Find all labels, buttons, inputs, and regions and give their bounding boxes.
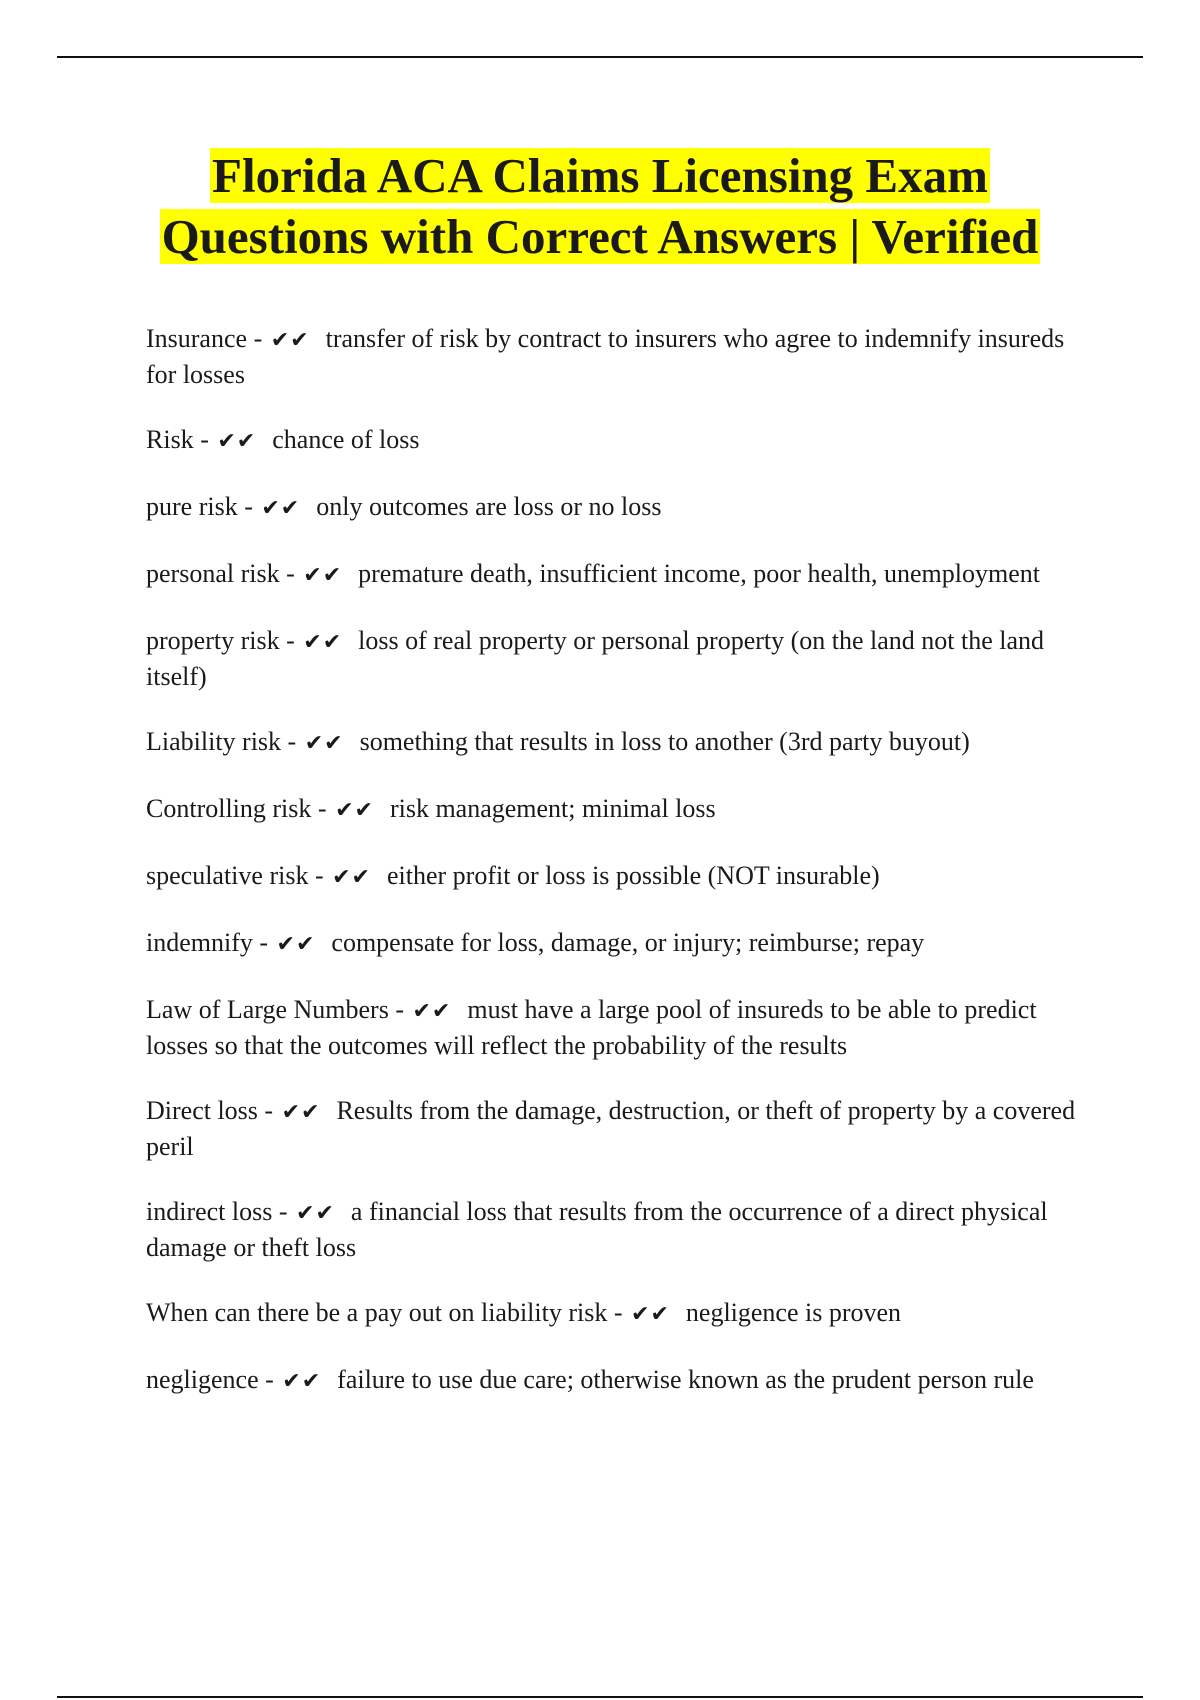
double-check-icon: ✔✔ [276, 932, 316, 957]
qa-answer: premature death, insufficient income, poor health, unemployment [358, 559, 1040, 588]
qa-item [146, 1094, 1086, 1164]
qa-answer: something that results in loss to another (3rd party buyout) [359, 727, 970, 756]
qa-answer: loss of real property or personal property (on the land not the land itself) [146, 626, 1045, 691]
qa-term: property risk [146, 626, 280, 655]
double-check-icon: ✔✔ [282, 1369, 322, 1394]
qa-answer: transfer of risk by contract to insurers who agree to indemnify insureds for losses [146, 324, 1065, 389]
qa-answer: failure to use due care; otherwise known as the prudent person rule [337, 1365, 1034, 1394]
qa-item [146, 993, 1086, 1063]
double-check-icon: ✔✔ [270, 328, 310, 353]
qa-separator: - [253, 324, 263, 353]
qa-separator: - [613, 1298, 623, 1327]
qa-separator: - [287, 727, 297, 756]
double-check-icon: ✔✔ [304, 731, 344, 756]
qa-separator: - [317, 794, 327, 823]
qa-answer: negligence is proven [685, 1298, 902, 1327]
qa-term: indemnify [146, 928, 253, 957]
double-check-icon: ✔✔ [412, 999, 452, 1024]
double-check-icon: ✔✔ [631, 1302, 670, 1327]
bottom-rule [57, 1696, 1143, 1698]
qa-answer: chance of loss [272, 425, 420, 454]
qa-item [146, 725, 1086, 761]
qa-item [146, 1363, 1086, 1399]
qa-separator: - [265, 1365, 274, 1394]
qa-separator: - [200, 425, 209, 454]
qa-separator: - [286, 559, 295, 588]
double-check-icon: ✔✔ [261, 496, 301, 521]
qa-answer: compensate for loss, damage, or injury; reimburse; repay [331, 928, 925, 957]
qa-item [146, 322, 1086, 392]
qa-item [146, 490, 1086, 526]
double-check-icon: ✔✔ [335, 798, 374, 823]
qa-answer: a financial loss that results from the occurrence of a direct physical damage or theft loss [146, 1197, 1048, 1262]
qa-term: Controlling risk [146, 794, 312, 823]
qa-item [146, 624, 1086, 694]
qa-term: Law of Large Numbers [146, 995, 389, 1024]
qa-separator: - [395, 995, 404, 1024]
qa-item [146, 557, 1086, 593]
qa-item [146, 792, 1086, 828]
qa-term: When can there be a pay out on liability risk [146, 1298, 608, 1327]
qa-term: speculative risk [146, 861, 309, 890]
double-check-icon: ✔✔ [296, 1201, 335, 1226]
qa-separator: - [259, 928, 269, 957]
double-check-icon: ✔✔ [281, 1100, 321, 1125]
qa-item [146, 859, 1086, 895]
qa-separator: - [314, 861, 324, 890]
top-rule [57, 56, 1143, 58]
qa-separator: - [264, 1096, 274, 1125]
qa-separator: - [244, 492, 253, 521]
qa-list [146, 322, 1086, 1430]
qa-separator: - [286, 626, 295, 655]
page-title [150, 145, 1050, 267]
qa-term: indirect loss [146, 1197, 273, 1226]
qa-item [146, 926, 1086, 962]
qa-term: personal risk [146, 559, 280, 588]
qa-answer: either profit or loss is possible (NOT insurable) [387, 861, 880, 890]
qa-separator: - [278, 1197, 288, 1226]
qa-answer: risk management; minimal loss [389, 794, 716, 823]
qa-item [146, 1195, 1086, 1265]
qa-term: Risk [146, 425, 194, 454]
qa-term: negligence [146, 1365, 259, 1394]
double-check-icon: ✔✔ [217, 429, 257, 454]
qa-answer: must have a large pool of insureds to be able to predict losses so that the outcomes will reflect the probability of the results [146, 995, 1037, 1060]
qa-term: Insurance [146, 324, 248, 353]
qa-term: Liability risk [146, 727, 282, 756]
double-check-icon: ✔✔ [303, 563, 343, 588]
qa-item [146, 1296, 1086, 1332]
qa-item [146, 423, 1086, 459]
double-check-icon: ✔✔ [332, 865, 371, 890]
qa-term: pure risk [146, 492, 238, 521]
double-check-icon: ✔✔ [303, 630, 343, 655]
qa-term: Direct loss [146, 1096, 258, 1125]
qa-answer: only outcomes are loss or no loss [316, 492, 662, 521]
qa-answer: Results from the damage, destruction, or theft of property by a covered peril [146, 1096, 1076, 1161]
page-title-text: Florida ACA Claims Licensing Exam Questions with Correct Answers | Verified [161, 148, 1039, 264]
